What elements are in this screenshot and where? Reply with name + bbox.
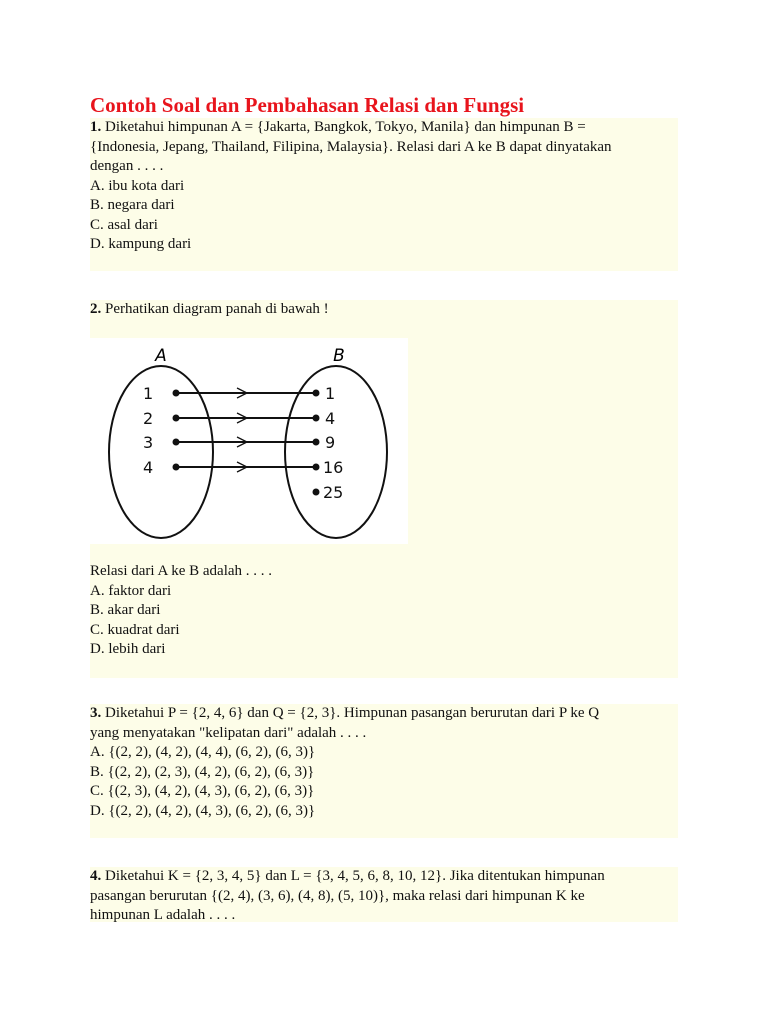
question-line: 4. Diketahui K = {2, 3, 4, 5} dan L = {3, 4, 5, 6, 8, 10, 12}. Jika ditentukan himpunan <box>90 868 605 884</box>
set-a-element: 4 <box>143 458 154 477</box>
dot <box>313 489 320 496</box>
dot <box>173 415 180 422</box>
option-b: B. akar dari <box>90 602 161 618</box>
question-line: Relasi dari A ke B adalah . . . . <box>90 563 273 579</box>
set-a-label: A <box>155 346 167 366</box>
option-d: D. {(2, 2), (4, 2), (4, 3), (6, 2), (6, 3)} <box>90 802 316 819</box>
option-b: B. negara dari <box>90 197 175 213</box>
question-number: 2. <box>90 301 102 317</box>
dot <box>313 464 320 471</box>
option-c: C. asal dari <box>90 216 158 233</box>
question-number: 4. <box>90 868 102 884</box>
option-a: A. {(2, 2), (4, 2), (4, 4), (6, 2), (6, 3)} <box>90 744 316 760</box>
set-a-element: 2 <box>143 409 154 428</box>
dot <box>313 415 320 422</box>
question-line: {Indonesia, Jepang, Thailand, Filipina, Malaysia}. Relasi dari A ke B dapat dinyatakan <box>90 138 612 155</box>
question-number: 1. <box>90 119 102 135</box>
dot <box>173 439 180 446</box>
question-line: 3. Diketahui P = {2, 4, 6} dan Q = {2, 3}. Himpunan pasangan berurutan dari P ke Q <box>90 705 600 721</box>
option-d: D. kampung dari <box>90 236 192 252</box>
set-b-ellipse <box>285 366 387 538</box>
page-title: Contoh Soal dan Pembahasan Relasi dan Fungsi <box>90 93 525 117</box>
set-b-elements <box>323 384 343 502</box>
question-4 <box>90 867 678 922</box>
question-1 <box>90 118 678 271</box>
set-b-element: 1 <box>325 384 336 403</box>
question-line: 1. Diketahui himpunan A = {Jakarta, Bangkok, Tokyo, Manila} dan himpunan B = <box>90 119 586 135</box>
set-b-element: 25 <box>323 483 344 502</box>
question-number: 3. <box>90 705 102 721</box>
dot <box>313 390 320 397</box>
set-a-elements <box>143 384 153 477</box>
question-line: 2. Perhatikan diagram panah di bawah ! <box>90 301 329 317</box>
option-d: D. lebih dari <box>90 641 166 657</box>
option-b: B. {(2, 2), (2, 3), (4, 2), (6, 2), (6, 3)} <box>90 763 315 780</box>
option-c: C. kuadrat dari <box>90 621 180 638</box>
question-3 <box>90 704 678 838</box>
question-line: pasangan berurutan {(2, 4), (3, 6), (4, 8), (5, 10)}, maka relasi dari himpunan K ke <box>90 887 585 904</box>
option-c: C. {(2, 3), (4, 2), (4, 3), (6, 2), (6, 3)} <box>90 783 315 799</box>
dot <box>173 464 180 471</box>
question-2 <box>90 300 678 678</box>
set-b-element: 4 <box>325 409 336 428</box>
set-a-ellipse <box>109 366 213 538</box>
set-b-element: 9 <box>325 433 336 452</box>
set-b-label: B <box>333 346 345 366</box>
arrow-diagram <box>90 338 408 544</box>
dot <box>173 390 180 397</box>
option-a: A. ibu kota dari <box>90 177 185 194</box>
set-a-element: 1 <box>143 384 154 403</box>
dot <box>313 439 320 446</box>
set-a-element: 3 <box>143 433 154 452</box>
set-b-dots <box>313 390 320 496</box>
option-a: A. faktor dari <box>90 582 172 599</box>
set-a-dots <box>173 390 180 471</box>
set-b-element: 16 <box>323 458 344 477</box>
arrow-diagram-svg <box>90 338 408 544</box>
question-line: yang menyatakan "kelipatan dari" adalah . . . . <box>90 724 367 741</box>
question-line: dengan . . . . <box>90 158 164 174</box>
question-line: himpunan L adalah . . . . <box>90 907 236 923</box>
